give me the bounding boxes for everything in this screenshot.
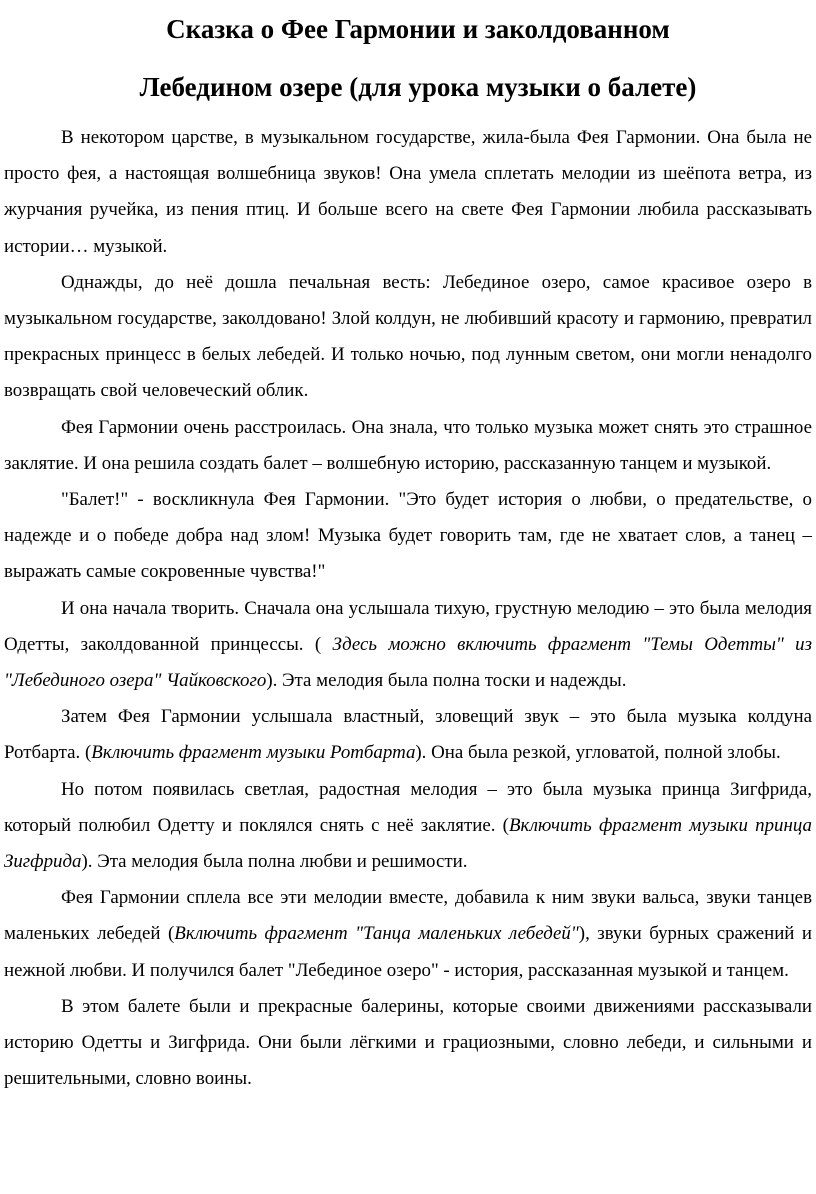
paragraph-text: Фея Гармонии сплела все эти мелодии вместе, добавила к ним звуки вальса, звуки танцев маленьких лебедей ( — [4, 887, 812, 945]
paragraph — [4, 880, 812, 989]
paragraph-text: Затем Фея Гармонии услышала властный, зловещий звук – это была музыка колдуна Ротбарта. ( — [4, 706, 812, 764]
italic-note: Здесь можно включить фрагмент "Темы Одетты" из "Лебединого озера" Чайковского — [4, 633, 812, 692]
paragraph-text: В этом балете были и прекрасные балерины, которые своими движениями рассказывали историю Одетты и Зигфрида. Они были лёгкими и грациозными, словно лебеди, и сильными и решительными, словно воины. — [4, 995, 812, 1090]
paragraph-text: В некотором царстве, в музыкальном государстве, жила-была Фея Гармонии. Она была не просто фея, а настоящая волшебница звуков! Она умела сплетать мелодии из шеёпота ветра, из журчания ручейка, из пения птиц. И больше всего на свете Фея Гармонии любила рассказывать истории… музыкой. — [4, 127, 812, 257]
paragraph — [4, 699, 812, 771]
italic-note: Включить фрагмент музыки Ротбарта — [91, 742, 416, 764]
title-line-1: Сказка о Фее Гармонии и заколдованном — [166, 14, 670, 44]
paragraph-text: Однажды, до неё дошла печальная весть: Лебединое озеро, самое красивое озеро в музыкальном государстве, заколдовано! Злой колдун, не любивший красоту и гармонию, превратил прекрасных принцесс в белых лебедей. И только ночью, под лунным светом, они могли ненадолго возвращать свой человеческий облик. — [4, 271, 812, 402]
paragraph — [4, 120, 812, 265]
paragraph — [4, 772, 812, 881]
document-title — [4, 0, 812, 116]
paragraph-text: И она начала творить. Сначала она услышала тихую, грустную мелодию – это была мелодия Одетты, заколдованной принцессы. ( — [4, 597, 812, 655]
paragraph-text: ). Эта мелодия была полна любви и решимости. — [81, 851, 468, 873]
paragraph — [4, 265, 812, 410]
paragraph-text: ). Эта мелодия была полна тоски и надежды. — [266, 670, 627, 692]
paragraph-text: ), звуки бурных сражений и нежной любви. И получился балет "Лебединое озеро" - история, рассказанная музыкой и танцем. — [4, 923, 812, 981]
title-line-2: Лебедином озере (для урока музыки о балете) — [139, 72, 697, 102]
document-body — [4, 120, 812, 1097]
paragraph — [4, 482, 812, 591]
paragraph — [4, 591, 812, 700]
paragraph — [4, 410, 812, 482]
paragraph-text: "Балет!" - воскликнула Фея Гармонии. "Это будет история о любви, о предательстве, о надежде и о победе добра над злом! Музыка будет говорить там, где не хватает слов, а танец – выражать самые сокровенные чувства!" — [4, 489, 812, 583]
paragraph-text: ). Она была резкой, угловатой, полной злобы. — [415, 742, 781, 764]
paragraph-text: Фея Гармонии очень расстроилась. Она знала, что только музыка может снять это страшное заклятие. И она решила создать балет – волшебную историю, рассказанную танцем и музыкой. — [4, 416, 812, 474]
italic-note: Включить фрагмент музыки принца Зигфрида — [4, 814, 812, 873]
italic-note: Включить фрагмент "Танца маленьких лебедей" — [174, 923, 579, 945]
paragraph — [4, 989, 812, 1098]
paragraph-text: Но потом появилась светлая, радостная мелодия – это была музыка принца Зигфрида, который полюбил Одетту и поклялся снять с неё заклятие. ( — [4, 778, 812, 836]
